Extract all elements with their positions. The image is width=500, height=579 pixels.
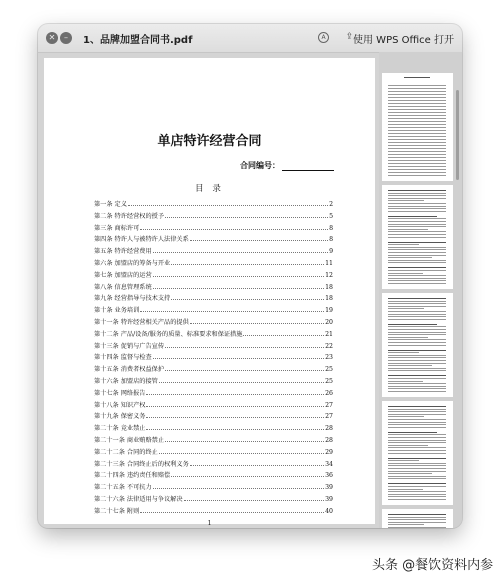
toc-leader-dots [171,299,324,300]
toc-entry-text: 第十六条 加盟店的接管 [94,377,158,385]
thumbnail-line [388,218,446,219]
thumbnail-line [388,136,446,137]
thumbnail-line [388,195,446,196]
toc-entry-page: 40 [325,507,333,515]
toc-leader-dots [153,252,328,253]
thumbnail-line [388,270,446,271]
thumbnail-line [388,334,446,335]
toc-entry-page: 19 [325,307,333,315]
toc-entry-text: 第一条 定义 [94,201,127,208]
toc-entry-page: 8 [329,236,333,244]
toc-entry-text: 第十五条 消费者权益保护 [94,366,165,374]
toc-leader-dots [159,453,324,454]
toc-entry-page: 18 [325,295,333,303]
thumbnail-line [388,311,446,312]
thumbnail-line [388,206,446,207]
thumbnail-line [388,342,446,343]
thumbnail-line [388,91,446,92]
share-icon[interactable]: ⇪ [345,32,354,42]
toc-entry-page: 18 [325,283,333,291]
toc-entry-text: 第十七条 网络报告 [94,389,146,397]
thumbnail-line [388,319,446,320]
thumbnail-line [388,242,446,243]
thumbnail-line [388,88,446,89]
thumbnail-line [388,133,446,134]
thumbnail-line [388,489,423,490]
thumbnail-line [388,527,446,528]
toc-leader-dots [153,358,324,359]
toc-entry-page: 39 [325,495,333,503]
toc-entry-page: 9 [329,248,333,256]
toc-entry[interactable] [94,328,333,338]
toc-entry-text: 第十条 业务培训 [94,307,140,315]
thumbnail-line [388,169,446,170]
thumbnail-line [388,478,446,479]
thumbnail-line [388,115,446,116]
thumbnail-line [388,118,446,119]
thumbnail-line [388,139,446,140]
toc-entry-text: 第二十二条 合同的终止 [94,448,158,456]
thumbnail-line [388,112,446,113]
page-thumbnail[interactable] [382,401,453,505]
thumbnail-line [388,324,437,325]
toc-leader-dots [140,311,324,312]
close-button[interactable]: ✕ [46,32,58,44]
thumbnail-line [388,306,446,307]
thumbnail-line [388,280,446,281]
toc-entry-page: 12 [325,271,333,279]
toc-leader-dots [190,323,324,324]
thumbnail-line [388,357,446,358]
thumbnail-line [388,94,446,95]
minimize-button[interactable]: – [60,32,72,44]
thumbnail-line [388,483,446,484]
thumbnail-line [388,97,446,98]
toc-leader-dots [171,264,324,265]
page-thumbnail[interactable] [382,293,453,397]
toc-entry[interactable] [94,233,333,243]
page-thumbnail[interactable] [382,73,453,181]
toc-leader-dots [140,512,324,513]
thumbnail-line [388,172,446,173]
toc-entry[interactable] [94,493,333,503]
thumbnail-line [388,440,446,441]
toc-entry[interactable] [94,505,333,515]
toc-entry-text: 第二条 特许经营权的授予 [94,212,165,220]
contract-number-label: 合同编号： [240,160,280,170]
toc-leader-dots [190,240,328,241]
toc-entry[interactable] [94,340,333,350]
thumbnail-line [388,422,446,423]
thumbnail-line [388,355,446,356]
toc-leader-dots [171,476,324,477]
thumbnail-line [388,198,446,199]
toc-entry[interactable] [94,481,333,491]
thumbnail-line [388,388,446,389]
thumbnail-line [388,517,446,518]
thumbnail-line [388,460,419,461]
thumbnail-line [388,166,446,167]
toc-entry-text: 第六条 加盟店的筹备与开业 [94,259,171,267]
toc-entry-page: 28 [325,425,333,433]
thumbnail-line [388,499,446,500]
toc-leader-dots [146,429,324,430]
sidebar-scrollbar[interactable] [456,90,459,180]
thumbnail-line [388,100,446,101]
thumbnail-line [388,103,446,104]
thumbnail-line [388,471,446,472]
thumbnail-line [388,124,446,125]
toc-entry-page: 2 [329,201,333,208]
toc-entry[interactable] [94,363,333,373]
thumbnail-line [388,370,446,371]
toc-leader-dots [165,441,324,442]
thumbnail-line [388,391,446,392]
thumbnail-line [388,381,423,382]
toc-entry[interactable] [94,292,333,302]
toc-entry-page: 20 [325,318,333,326]
thumbnail-line [388,486,446,487]
thumbnail-line [388,157,446,158]
thumbnail-line [388,442,446,443]
thumbnail-line [388,473,432,474]
thumbnail-line [388,383,446,384]
thumbnail-line [388,267,446,268]
thumbnail-line [388,252,446,253]
toc-entry[interactable] [94,304,333,314]
toc-entry-text: 第二十五条 不可抗力 [94,484,152,492]
toc-entry-page: 26 [325,389,333,397]
thumbnail-line [404,77,430,78]
toc-leader-dots [165,370,324,371]
thumbnail-line [388,337,428,338]
thumbnail-line [388,154,446,155]
toc-entry-text: 第十八条 知识产权 [94,401,146,409]
toc-entry-page: 22 [325,342,333,350]
toc-leader-dots [140,229,328,230]
thumbnail-line [388,221,446,222]
toc-entry-text: 第三条 商标许可 [94,224,140,232]
thumbnail-line [388,260,446,261]
toc-entry[interactable] [94,410,333,420]
page-number: 1 [207,520,212,527]
thumbnail-line [388,237,446,238]
toc-entry-text: 第十四条 监督与检查 [94,354,152,362]
thumbnail-line [388,308,424,309]
toc-entry-page: 39 [325,484,333,492]
toc-entry[interactable] [94,458,333,468]
thumbnail-line [388,458,446,459]
document-page[interactable] [44,58,375,527]
thumbnail-line [388,314,446,315]
toc-entry-text: 第二十四条 违约责任和赔偿 [94,472,171,480]
toc-entry-page: 28 [325,436,333,444]
toc-entry[interactable] [94,257,333,267]
toc-leader-dots [243,335,324,336]
toc-leader-dots [190,465,324,466]
toc-entry-page: 27 [325,401,333,409]
thumbnail-line [388,275,446,276]
thumbnail-line [388,378,446,379]
toc-entry[interactable] [94,198,333,208]
toc-entry-text: 第四条 特许人与被特许人法律关系 [94,236,189,244]
thumbnail-line [388,278,446,279]
toc-entry-text: 第二十三条 合同终止后的权利义务 [94,460,189,468]
toc-entry[interactable] [94,446,333,456]
thumbnail-line [388,496,446,497]
thumbnail-line [388,411,446,412]
thumbnail-line [388,244,419,245]
thumbnail-line [388,234,446,235]
thumbnail-line [388,226,446,227]
thumbnail-line [388,352,419,353]
thumbnail-line [388,416,424,417]
watermark: 头条 @餐饮资料内参 [372,558,494,573]
thumbnail-line [388,249,446,250]
contract-number-blank [282,162,334,171]
toc-heading: 目 录 [195,184,224,194]
toc-entry[interactable] [94,245,333,255]
window-title: 1、品牌加盟合同书.pdf [83,35,193,46]
toc-entry-text: 第十一条 特许经营相关产品的提供 [94,318,189,326]
thumbnail-line [388,106,446,107]
thumbnail-line [388,224,446,225]
thumbnail-line [388,127,446,128]
thumbnail-line [388,424,446,425]
toc-leader-dots [128,205,328,206]
toc-leader-dots [146,406,324,407]
toc-entry-page: 27 [325,413,333,421]
toc-entry[interactable] [94,422,333,432]
table-of-contents [94,198,333,517]
toc-entry-page: 8 [329,224,333,232]
toc-leader-dots [159,382,324,383]
thumbnail-line [388,524,424,525]
thumbnail-line [388,427,446,428]
toc-entry[interactable] [94,210,333,220]
toc-leader-dots [153,488,324,489]
thumbnail-line [388,453,446,454]
thumbnail-line [388,491,446,492]
toc-entry-page: 23 [325,354,333,362]
toc-entry-page: 34 [325,460,333,468]
thumbnail-line [388,386,446,387]
toc-entry-page: 25 [325,377,333,385]
preview-window [38,24,462,528]
thumbnail-line [388,163,446,164]
thumbnail-sidebar[interactable] [379,52,462,528]
thumbnail-line [388,375,446,376]
toc-leader-dots [165,217,328,218]
thumbnail-line [388,121,446,122]
thumbnail-line [388,193,446,194]
toc-entry-text: 第二十七条 附则 [94,507,140,515]
toc-entry[interactable] [94,222,333,232]
toc-entry-text: 第十二条 产品/设备/服务的质量、标准要求和保证措施 [94,330,243,338]
thumbnail-line [388,151,446,152]
toc-entry[interactable] [94,469,333,479]
thumbnail-line [388,273,423,274]
contract-number [240,160,334,171]
thumbnail-line [388,365,432,366]
toc-entry[interactable] [94,281,333,291]
open-with-wps-button[interactable]: 使用 WPS Office 打开 [353,35,454,46]
thumbnail-line [388,409,446,410]
thumbnail-line [388,229,428,230]
toc-leader-dots [146,417,324,418]
thumbnail-line [388,283,446,284]
thumbnail-line [388,406,446,407]
thumbnail-line [388,109,446,110]
thumbnail-line [388,419,446,420]
thumbnail-line [388,142,446,143]
thumbnail-line [388,468,446,469]
toc-entry-page: 25 [325,366,333,374]
toc-entry-text: 第十三条 促销与广告宣传 [94,342,165,350]
toc-entry-text: 第十九条 保密义务 [94,413,146,421]
thumbnail-line [388,465,446,466]
toc-entry[interactable] [94,269,333,279]
thumbnail-line [388,85,446,86]
thumbnail-line [388,414,446,415]
toc-leader-dots [165,347,324,348]
thumbnail-line [388,514,446,515]
thumbnail-line [388,445,428,446]
thumbnail-line [388,301,446,302]
thumbnail-line [388,522,446,523]
thumbnail-line [388,257,432,258]
thumbnail-line [388,160,446,161]
thumbnail-line [388,463,446,464]
thumbnail-line [388,298,446,299]
thumbnail-line [388,350,446,351]
toc-entry-page: 21 [325,330,333,338]
toc-entry-text: 第五条 特许经营费用 [94,248,152,256]
toc-leader-dots [153,276,324,277]
thumbnail-line [388,432,437,433]
toc-entry-text: 第二十一条 商业贿赂禁止 [94,436,165,444]
thumbnail-line [388,363,446,364]
toc-entry[interactable] [94,399,333,409]
toc-entry[interactable] [94,351,333,361]
toc-entry[interactable] [94,316,333,326]
toc-entry[interactable] [94,434,333,444]
toc-leader-dots [153,288,324,289]
thumbnail-line [388,211,446,212]
thumbnail-line [388,190,446,191]
toc-entry-text: 第二十六条 法律适用与争议解决 [94,495,183,503]
thumbnail-line [388,247,446,248]
toc-entry-page: 5 [329,212,333,220]
thumbnail-line [388,447,446,448]
thumbnail-line [388,329,446,330]
thumbnail-line [388,476,446,477]
thumbnail-line [388,216,437,217]
toc-entry-page: 36 [325,472,333,480]
thumbnail-line [388,148,446,149]
thumbnail-line [388,316,446,317]
toc-entry-text: 第七条 加盟店的运营 [94,271,152,279]
thumbnail-line [388,368,446,369]
toc-entry-text: 第二十条 竞业禁止 [94,425,146,433]
toc-entry[interactable] [94,387,333,397]
thumbnail-line [388,203,446,204]
thumbnail-line [388,339,446,340]
thumbnail-line [388,519,446,520]
toc-entry-text: 第九条 经营指导与技术支持 [94,295,171,303]
thumbnail-line [388,208,446,209]
thumbnail-line [388,175,446,176]
thumbnail-line [388,437,446,438]
toc-entry-page: 29 [325,448,333,456]
thumbnail-line [388,450,446,451]
page-thumbnail[interactable] [382,185,453,289]
thumbnail-line [388,130,446,131]
thumbnail-line [388,494,446,495]
thumbnail-line [388,360,446,361]
thumbnail-line [388,345,446,346]
toc-entry[interactable] [94,375,333,385]
page-thumbnail[interactable] [382,509,453,528]
toc-entry-text: 第八条 信息管理系统 [94,283,152,291]
thumbnail-line [388,434,446,435]
thumbnail-line [388,332,446,333]
markup-icon[interactable]: A [318,32,329,43]
thumbnail-line [388,231,446,232]
thumbnail-line [388,326,446,327]
thumbnail-line [388,262,446,263]
thumbnail-line [388,255,446,256]
thumbnail-line [388,200,424,201]
thumbnail-line [388,145,446,146]
thumbnail-line [388,303,446,304]
toc-leader-dots [146,394,324,395]
toc-entry-page: 11 [325,259,333,267]
toc-leader-dots [184,500,325,501]
title-bar [38,24,462,53]
document-title: 单店特许经营合同 [157,134,262,149]
